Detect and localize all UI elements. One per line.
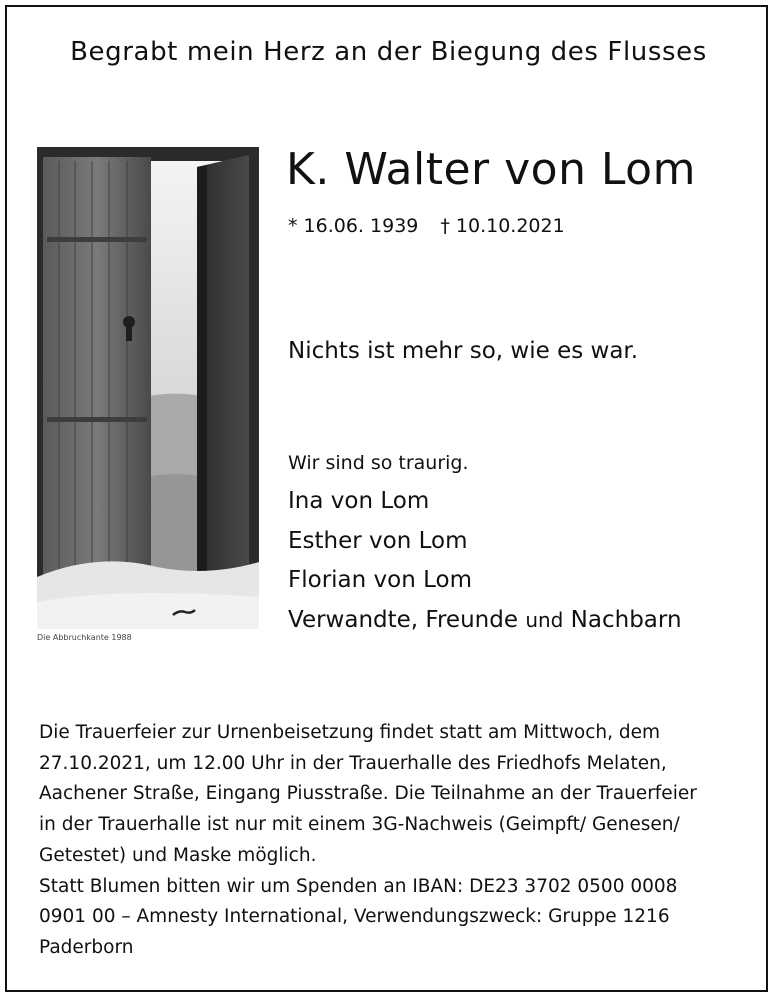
death-date: † 10.10.2021 bbox=[440, 215, 565, 237]
artwork-caption: Die Abbruchkante 1988 bbox=[37, 633, 132, 642]
mourners-intro: Wir sind so traurig. bbox=[288, 452, 469, 474]
donation-line: Statt Blumen bitten wir um Spenden an IBAN: DE23 3702 0500 0008 bbox=[39, 875, 678, 897]
birth-date: * 16.06. 1939 bbox=[288, 215, 419, 237]
quote: Nichts ist mehr so, wie es war. bbox=[288, 338, 639, 364]
open-door-artwork bbox=[37, 147, 259, 629]
others-part2: Nachbarn bbox=[570, 606, 682, 633]
mourners-others bbox=[288, 601, 682, 641]
ceremony-line: Die Trauerfeier zur Urnenbeisetzung findet statt am Mittwoch, dem bbox=[39, 722, 661, 743]
deceased-name: K. Walter von Lom bbox=[286, 144, 696, 195]
mourner-name: Esther von Lom bbox=[288, 527, 468, 554]
donation-line: 0901 00 – Amnesty International, Verwendungszweck: Gruppe 1216 bbox=[39, 906, 670, 928]
donation-line: Paderborn bbox=[39, 936, 134, 958]
life-dates bbox=[288, 215, 565, 237]
others-connector: und bbox=[525, 607, 564, 632]
mourners-list bbox=[288, 452, 682, 640]
ceremony-line: 27.10.2021, um 12.00 Uhr in der Trauerhalle des Friedhofs Melaten, bbox=[39, 752, 667, 774]
motto: Begrabt mein Herz an der Biegung des Flusses bbox=[70, 37, 707, 67]
ceremony-text bbox=[39, 718, 739, 964]
others-part1: Verwandte, Freunde bbox=[288, 606, 518, 633]
ceremony-line: in der Trauerhalle ist nur mit einem 3G-Nachweis (Geimpft/ Genesen/ bbox=[39, 814, 680, 836]
ceremony-line: Getestet) und Maske möglich. bbox=[39, 844, 317, 866]
ceremony-line: Aachener Straße, Eingang Piusstraße. Die Teilnahme an der Trauerfeier bbox=[39, 783, 697, 805]
mourner-name: Florian von Lom bbox=[288, 567, 472, 593]
mourner-name: Ina von Lom bbox=[288, 488, 430, 514]
